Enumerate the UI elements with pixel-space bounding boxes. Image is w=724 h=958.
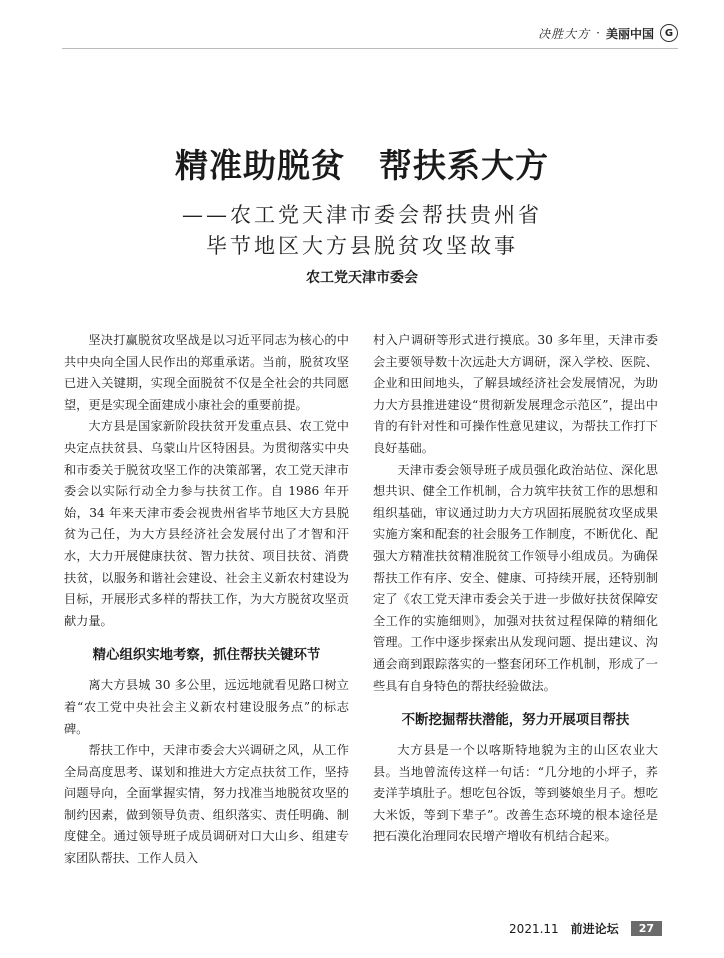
right-column xyxy=(373,330,658,848)
section-heading: 不断挖掘帮扶潜能，努力开展项目帮扶 xyxy=(401,712,630,729)
issue-date: 2021.11 xyxy=(509,921,559,936)
paragraph: 帮扶工作中，天津市委会大兴调研之风，从工作全局高度思考、谋划和推进大方定点扶贫工作，坚持问题导向，全面掌握实情，努力找准当地脱贫攻坚的制约因素，做到领导负责、组织落实、责任明确、制度健全。通过领导班子成员调研对口大山乡、组建专家团队帮扶、工作人员入 xyxy=(64,743,349,866)
article-author: 农工党天津市委会 xyxy=(306,270,418,286)
article-subtitle-line1: ——农工党天津市委会帮扶贵州省 xyxy=(182,203,542,227)
paragraph: 村入户调研等形式进行摸底。30 多年里，天津市委会主要领导数十次远赴大方调研，深入学校、医院、企业和田间地头，了解县域经济社会发展情况，为助力大方县推进建设“贯彻新发展理念示范区”，提出中肯的有针对性和可操作性意见建议，为帮扶工作打下良好基础。 xyxy=(373,333,658,455)
paragraph: 大方县是一个以喀斯特地貌为主的山区农业大县。当地曾流传这样一句话：“几分地的小坪子，荞麦洋芋填肚子。想吃包谷饭，等到婆娘坐月子。想吃大米饭，等到下辈子”。改善生态环境的根本途径是把石漠化治理同农民增产增收有机结合起来。 xyxy=(373,743,658,844)
magazine-name: 前进论坛 xyxy=(570,922,619,936)
page-footer xyxy=(509,920,662,937)
paragraph: 离大方县城 30 多公里，远远地就看见路口树立着“农工党中央社会主义新农村建设服务点”的标志碑。 xyxy=(64,678,349,736)
magazine-logo-icon: G xyxy=(660,24,678,42)
running-header xyxy=(538,24,678,42)
header-rule xyxy=(62,48,678,49)
section-heading: 精心组织实地考察，抓住帮扶关键环节 xyxy=(92,647,321,664)
column-label: 美丽中国 xyxy=(605,26,654,41)
paragraph: 坚决打赢脱贫攻坚战是以习近平同志为核心的中共中央向全国人民作出的郑重承诺。当前，脱贫攻坚已进入关键期，实现全面脱贫不仅是全社会的共同愿望，更是实现全面建成小康社会的重要前提。 xyxy=(64,333,349,412)
paragraph: 大方县是国家新阶段扶贫开发重点县、农工党中央定点扶贫县、乌蒙山片区特困县。为贯彻落实中央和市委关于脱贫攻坚工作的决策部署，农工党天津市委会以实际行动全力参与扶贫工作。自 1986 年开始，34 年来天津市委会视贵州省毕节地区大方县脱贫为己任，为大方县经济社会发展付出了才智和汗水，大力开展健康扶贫、智力扶贫、项目扶贫、消费扶贫，以服务和谐社会建设、社会主义新农村建设为目标，开展形式多样的帮扶工作，为大方脱贫攻坚贡献力量。 xyxy=(64,419,349,628)
article-title: 精准助脱贫 帮扶系大方 xyxy=(175,146,549,185)
article-subtitle-line2: 毕节地区大方县脱贫攻坚故事 xyxy=(206,234,518,258)
left-column xyxy=(64,330,349,870)
page-number: 27 xyxy=(631,921,662,936)
header-separator: · xyxy=(596,26,600,40)
paragraph: 天津市委会领导班子成员强化政治站位、深化思想共识、健全工作机制，合力筑牢扶贫工作的思想和组织基础，审议通过助力大方巩固拓展脱贫攻坚成果实施方案和配套的社会服务工作制度，不断优化、配强大方精准扶贫精准脱贫工作领导小组成员。为确保帮扶工作有序、安全、健康、可持续开展，还特别制定了《农工党天津市委会关于进一步做好扶贫保障安全工作的实施细则》，加强对扶贫过程保障的精细化管理。工作中逐步探索出从发现问题、提出建议、沟通会商到跟踪落实的一整套闭环工作机制，形成了一些具有自身特色的帮扶经验做法。 xyxy=(373,462,658,693)
section-label: 决胜大方 xyxy=(538,26,591,41)
